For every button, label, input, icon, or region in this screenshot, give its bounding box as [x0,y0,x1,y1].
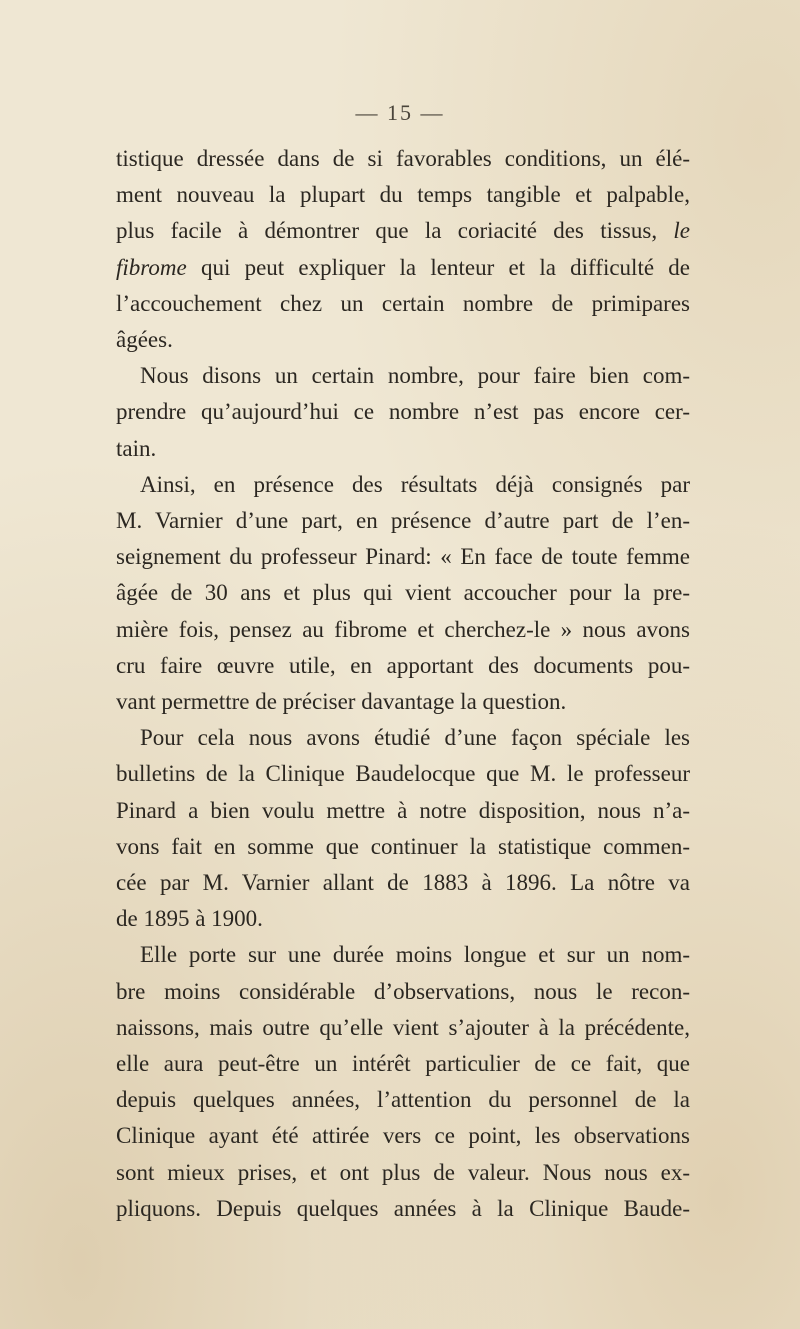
text-line: cru faire œuvre utile, en apportant des documents pou- [116,652,690,678]
text-line: bre moins considérable d’observations, nous le recon- [116,978,690,1004]
paragraph [116,937,690,1227]
text-line: Elle porte sur une durée moins longue et sur un nom- [140,942,690,968]
paragraph [116,720,690,937]
text-line: âgées. [116,327,173,353]
text-line: bulletins de la Clinique Baudelocque que M. le professeur [116,761,690,787]
text-line: Clinique ayant été attirée vers ce point, les observations [116,1123,690,1149]
text-line: vons fait en somme que continuer la statistique commen- [116,833,690,859]
paragraph [116,358,690,467]
text-line-segment: qui peut expliquer la lenteur et la difficulté de [186,254,690,280]
text-line [116,213,690,249]
text-line: prendre qu’aujourd’hui ce nombre n’est pas encore cer- [116,399,690,425]
text-line: âgée de 30 ans et plus qui vient accoucher pour la pre- [116,580,690,606]
text-line: vant permettre de préciser davantage la question. [116,689,567,715]
text-line: Pinard a bien voulu mettre à notre disposition, nous n’a- [116,797,690,823]
page-number: — 15 — [355,100,445,125]
text-line: seignement du professeur Pinard: « En face de toute femme [116,544,690,570]
text-line: tain. [116,435,157,461]
text-line: elle aura peut-être un intérêt particulier de ce fait, que [116,1051,690,1077]
text-line: mière fois, pensez au fibrome et cherchez-le » nous avons [116,616,690,642]
text-line: Pour cela nous avons étudié d’une façon spéciale les [140,725,690,751]
text-line: depuis quelques années, l’attention du personnel de la [116,1087,690,1113]
text-line: M. Varnier d’une part, en présence d’autre part de l’en- [116,508,690,534]
italic-word: fibrome [116,254,187,280]
text-line: tistique dressée dans de si favorables conditions, un élé- [116,146,690,171]
text-line: pliquons. Depuis quelques années à la Clinique Baude- [116,1195,690,1221]
text-line: naissons, mais outre qu’elle vient s’ajouter à la précédente, [116,1014,690,1040]
text-line: ment nouveau la plupart du temps tangible et palpable, [116,182,690,208]
text-line: sont mieux prises, et ont plus de valeur. Nous nous ex- [116,1159,690,1185]
text-line: de 1895 à 1900. [116,906,263,932]
paragraph [116,467,690,720]
text-line-segment: plus facile à démontrer que la coriacité des tissus, [116,218,658,244]
italic-word: le [673,218,690,244]
text-line: l’accouchement chez un certain nombre de primipares [116,290,690,316]
text-line: Nous disons un certain nombre, pour faire bien com- [140,363,690,389]
paragraph [116,141,690,358]
text-line [116,250,690,286]
text-line: cée par M. Varnier allant de 1883 à 1896. La nôtre va [116,870,690,896]
body-text [116,141,690,1227]
text-line: Ainsi, en présence des résultats déjà consignés par [140,471,690,497]
